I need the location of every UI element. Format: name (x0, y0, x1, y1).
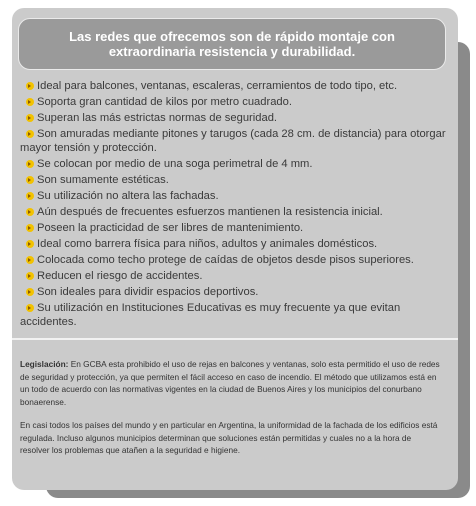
list-item (20, 173, 448, 189)
list-item (20, 189, 448, 205)
legislation-paragraph (20, 358, 440, 408)
list-item (20, 253, 448, 269)
list-item-text: Son ideales para dividir espacios deportivos. (37, 286, 259, 298)
list-item (20, 205, 448, 221)
list-item-text: Ideal para balcones, ventanas, escaleras, cerramientos de todo tipo, etc. (37, 80, 398, 92)
arrow-bullet-icon (26, 304, 34, 312)
legislation-text: En GCBA esta prohibido el uso de rejas en balcones y ventanas, solo esta permitido el uso de redes de seguridad y protección, ya que permiten el fácil acceso en caso de incendio. El método que utilizamos está en un todo de acuerdo con las normativas vigentes en la ciudad de Buenos Aires y los municipios del conurbano bonaerense. (20, 359, 440, 407)
info-card (12, 8, 458, 490)
list-item (20, 111, 448, 127)
list-item (20, 157, 448, 173)
list-item (20, 95, 448, 111)
list-item-text: Aún después de frecuentes esfuerzos mantienen la resistencia inicial. (37, 206, 383, 218)
list-item (20, 221, 448, 237)
list-item-text: Poseen la practicidad de ser libres de mantenimiento. (37, 222, 304, 234)
list-item (20, 79, 448, 95)
list-item (20, 269, 448, 285)
arrow-bullet-icon (26, 176, 34, 184)
arrow-bullet-icon (26, 256, 34, 264)
arrow-bullet-icon (26, 240, 34, 248)
arrow-bullet-icon (26, 288, 34, 296)
list-item (20, 237, 448, 253)
list-item-text: Se colocan por medio de una soga perimetral de 4 mm. (37, 158, 313, 170)
features-list (20, 79, 448, 331)
regulation-paragraph: En casi todos los países del mundo y en particular en Argentina, la uniformidad de la fachada de los edificios está regulada. Incluso algunos municipios determinan que soluciones están permitidas y cuales no a la hora de resolver los problemas que atañen a la seguridad e higiene. (20, 420, 438, 455)
list-item-text: Ideal como barrera física para niños, adultos y animales domésticos. (37, 238, 378, 250)
list-item-text: Soporta gran cantidad de kilos por metro cuadrado. (37, 96, 292, 108)
legislation-label: Legislación: (20, 359, 69, 369)
arrow-bullet-icon (26, 192, 34, 200)
list-item (20, 301, 448, 331)
list-item (20, 127, 448, 157)
legal-notes (20, 358, 440, 468)
divider (12, 338, 458, 340)
arrow-bullet-icon (26, 272, 34, 280)
list-item-text: Colocada como techo protege de caídas de objetos desde pisos superiores. (37, 254, 414, 266)
list-item-text: Son amuradas mediante pitones y tarugos (cada 28 cm. de distancia) para otorgar mayor tensión y protección. (20, 128, 446, 154)
arrow-bullet-icon (26, 98, 34, 106)
list-item-text: Son sumamente estéticas. (37, 174, 169, 186)
arrow-bullet-icon (26, 114, 34, 122)
header-title: Las redes que ofrecemos son de rápido montaje con extraordinaria resistencia y durabilidad. (69, 29, 395, 59)
arrow-bullet-icon (26, 208, 34, 216)
list-item-text: Reducen el riesgo de accidentes. (37, 270, 203, 282)
arrow-bullet-icon (26, 82, 34, 90)
list-item (20, 285, 448, 301)
list-item-text: Su utilización en Instituciones Educativas es muy frecuente ya que evitan accidentes. (20, 302, 401, 328)
arrow-bullet-icon (26, 130, 34, 138)
arrow-bullet-icon (26, 160, 34, 168)
list-item-text: Superan las más estrictas normas de seguridad. (37, 112, 278, 124)
arrow-bullet-icon (26, 224, 34, 232)
list-item-text: Su utilización no altera las fachadas. (37, 190, 219, 202)
header-banner (18, 18, 446, 70)
